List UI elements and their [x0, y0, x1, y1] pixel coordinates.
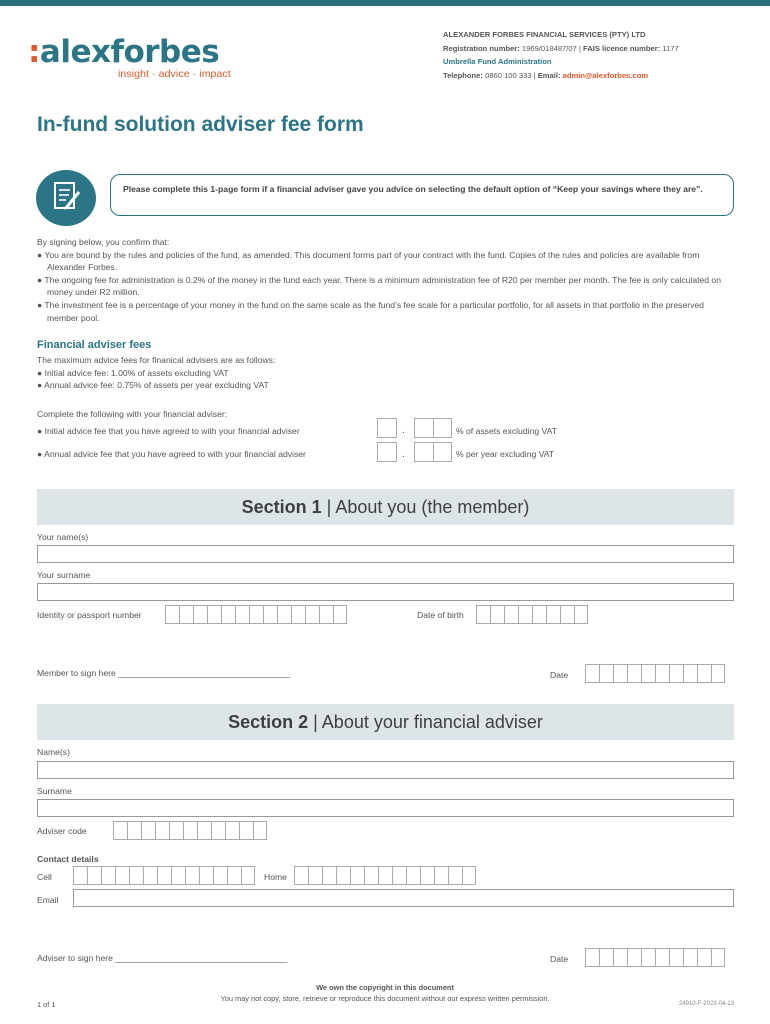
adviser-signature-line[interactable]: Adviser to sign here ____________________________________: [37, 953, 288, 963]
complete-instruction: Complete the following with your financial adviser:: [37, 409, 228, 419]
adviser-email-input[interactable]: [73, 889, 734, 907]
cell-boxes[interactable]: [73, 866, 255, 885]
instruction-callout: Please complete this 1-page form if a financial adviser gave you advice on selecting the default option of “Keep your savings where they are”.: [110, 174, 734, 216]
adviser-surname-label: Surname: [37, 786, 72, 796]
member-signature-line[interactable]: Member to sign here ____________________________________: [37, 668, 291, 678]
confirmation-intro: By signing below, you confirm that:: [37, 237, 170, 247]
confirmation-item: ● The ongoing fee for administration is 0.2% of the money in the fund each year. There is a minimum administration fee of R20 per member per month. The fee is only calculated on money under R2 million.: [37, 274, 721, 298]
initial-fee-whole-box[interactable]: [377, 418, 397, 438]
adviser-date-label: Date: [550, 954, 569, 964]
form-title: In-fund solution adviser fee form: [37, 113, 364, 136]
email-link[interactable]: admin@alexforbes.com: [562, 70, 649, 80]
logo-wordmark: :alexforbes: [28, 34, 220, 70]
member-surname-input[interactable]: [37, 583, 734, 601]
dob-boxes[interactable]: [476, 605, 588, 624]
company-name: ALEXANDER FORBES FINANCIAL SERVICES (PTY) LTD: [443, 30, 646, 39]
contact-details-label: Contact details: [37, 854, 99, 864]
contact-line: Telephone: 0860 100 333 | Email: admin@alexforbes.com: [443, 70, 649, 80]
cell-label: Cell: [37, 872, 52, 882]
home-boxes[interactable]: [294, 866, 476, 885]
top-accent-bar: [0, 0, 770, 6]
form-pen-icon: [36, 170, 96, 226]
annual-fee-whole-box[interactable]: [377, 442, 397, 462]
annual-fee-label: ● Annual advice fee that you have agreed to with your financial adviser: [37, 449, 306, 459]
adviser-names-input[interactable]: [37, 761, 734, 779]
member-names-label: Your name(s): [37, 532, 89, 542]
id-number-label: Identity or passport number: [37, 610, 142, 620]
section2-header: Section 2 | About your financial adviser: [37, 704, 734, 740]
division-name: Umbrella Fund Administration: [443, 57, 552, 66]
email-label: Email: [37, 895, 59, 905]
initial-fee-decimal-box[interactable]: [414, 418, 452, 438]
member-date-label: Date: [550, 670, 569, 680]
section1-header: Section 1 | About you (the member): [37, 489, 734, 525]
member-date-boxes[interactable]: [585, 664, 725, 683]
fees-heading: Financial adviser fees: [37, 339, 152, 351]
initial-fee-max: ● Initial advice fee: 1.00% of assets excluding VAT: [37, 367, 229, 378]
adviser-date-boxes[interactable]: [585, 948, 725, 967]
adviser-names-label: Name(s): [37, 747, 70, 757]
page-number: 1 of 1: [37, 1000, 56, 1009]
max-fees-text: The maximum advice fees for finanical advisers are as follows: ● Initial advice fee: 1.00% of assets excluding VAT ● Annual advice fee: 0.75% of assets per year excluding VAT: [37, 355, 276, 391]
confirmation-item: ● You are bound by the rules and policies of the fund, as amended. This document forms part of your contract with the fund. Copies of the rules and policies are available from Alexander Forbes.: [37, 249, 700, 273]
annual-fee-max: ● Annual advice fee: 0.75% of assets per year excluding VAT: [37, 380, 269, 391]
copyright-text: You may not copy, store, retrieve or reproduce this document without our express written permission.: [220, 994, 550, 1003]
home-label: Home: [264, 872, 287, 882]
confirmation-text: [37, 236, 737, 324]
copyright-title: We own the copyright in this document: [316, 983, 454, 992]
adviser-surname-input[interactable]: [37, 799, 734, 817]
initial-fee-suffix: % of assets excluding VAT: [456, 426, 557, 436]
initial-fee-label: ● Initial advice fee that you have agreed to with your financial adviser: [37, 426, 300, 436]
adviser-code-label: Adviser code: [37, 826, 87, 836]
annual-fee-decimal-box[interactable]: [414, 442, 452, 462]
confirmation-item: ● The investment fee is a percentage of your money in the fund on the same scale as the fund’s fee scale for a particular portfolio, for all assets in that portfolio in the preserved member pool.: [37, 299, 704, 323]
company-details: [443, 28, 679, 82]
adviser-code-boxes[interactable]: [113, 821, 267, 840]
member-surname-label: Your surname: [37, 570, 91, 580]
logo-tagline: insight · advice · impact: [118, 68, 231, 80]
form-code: 24910-F-2023-04-13: [678, 1001, 734, 1007]
registration-line: Registration number: 1969/018487/07 | FAIS licence number: 1177: [443, 43, 679, 53]
alexforbes-logo: [28, 36, 231, 80]
id-number-boxes[interactable]: [165, 605, 347, 624]
dob-label: Date of birth: [417, 610, 464, 620]
annual-fee-suffix: % per year excluding VAT: [456, 449, 555, 459]
member-names-input[interactable]: [37, 545, 734, 563]
